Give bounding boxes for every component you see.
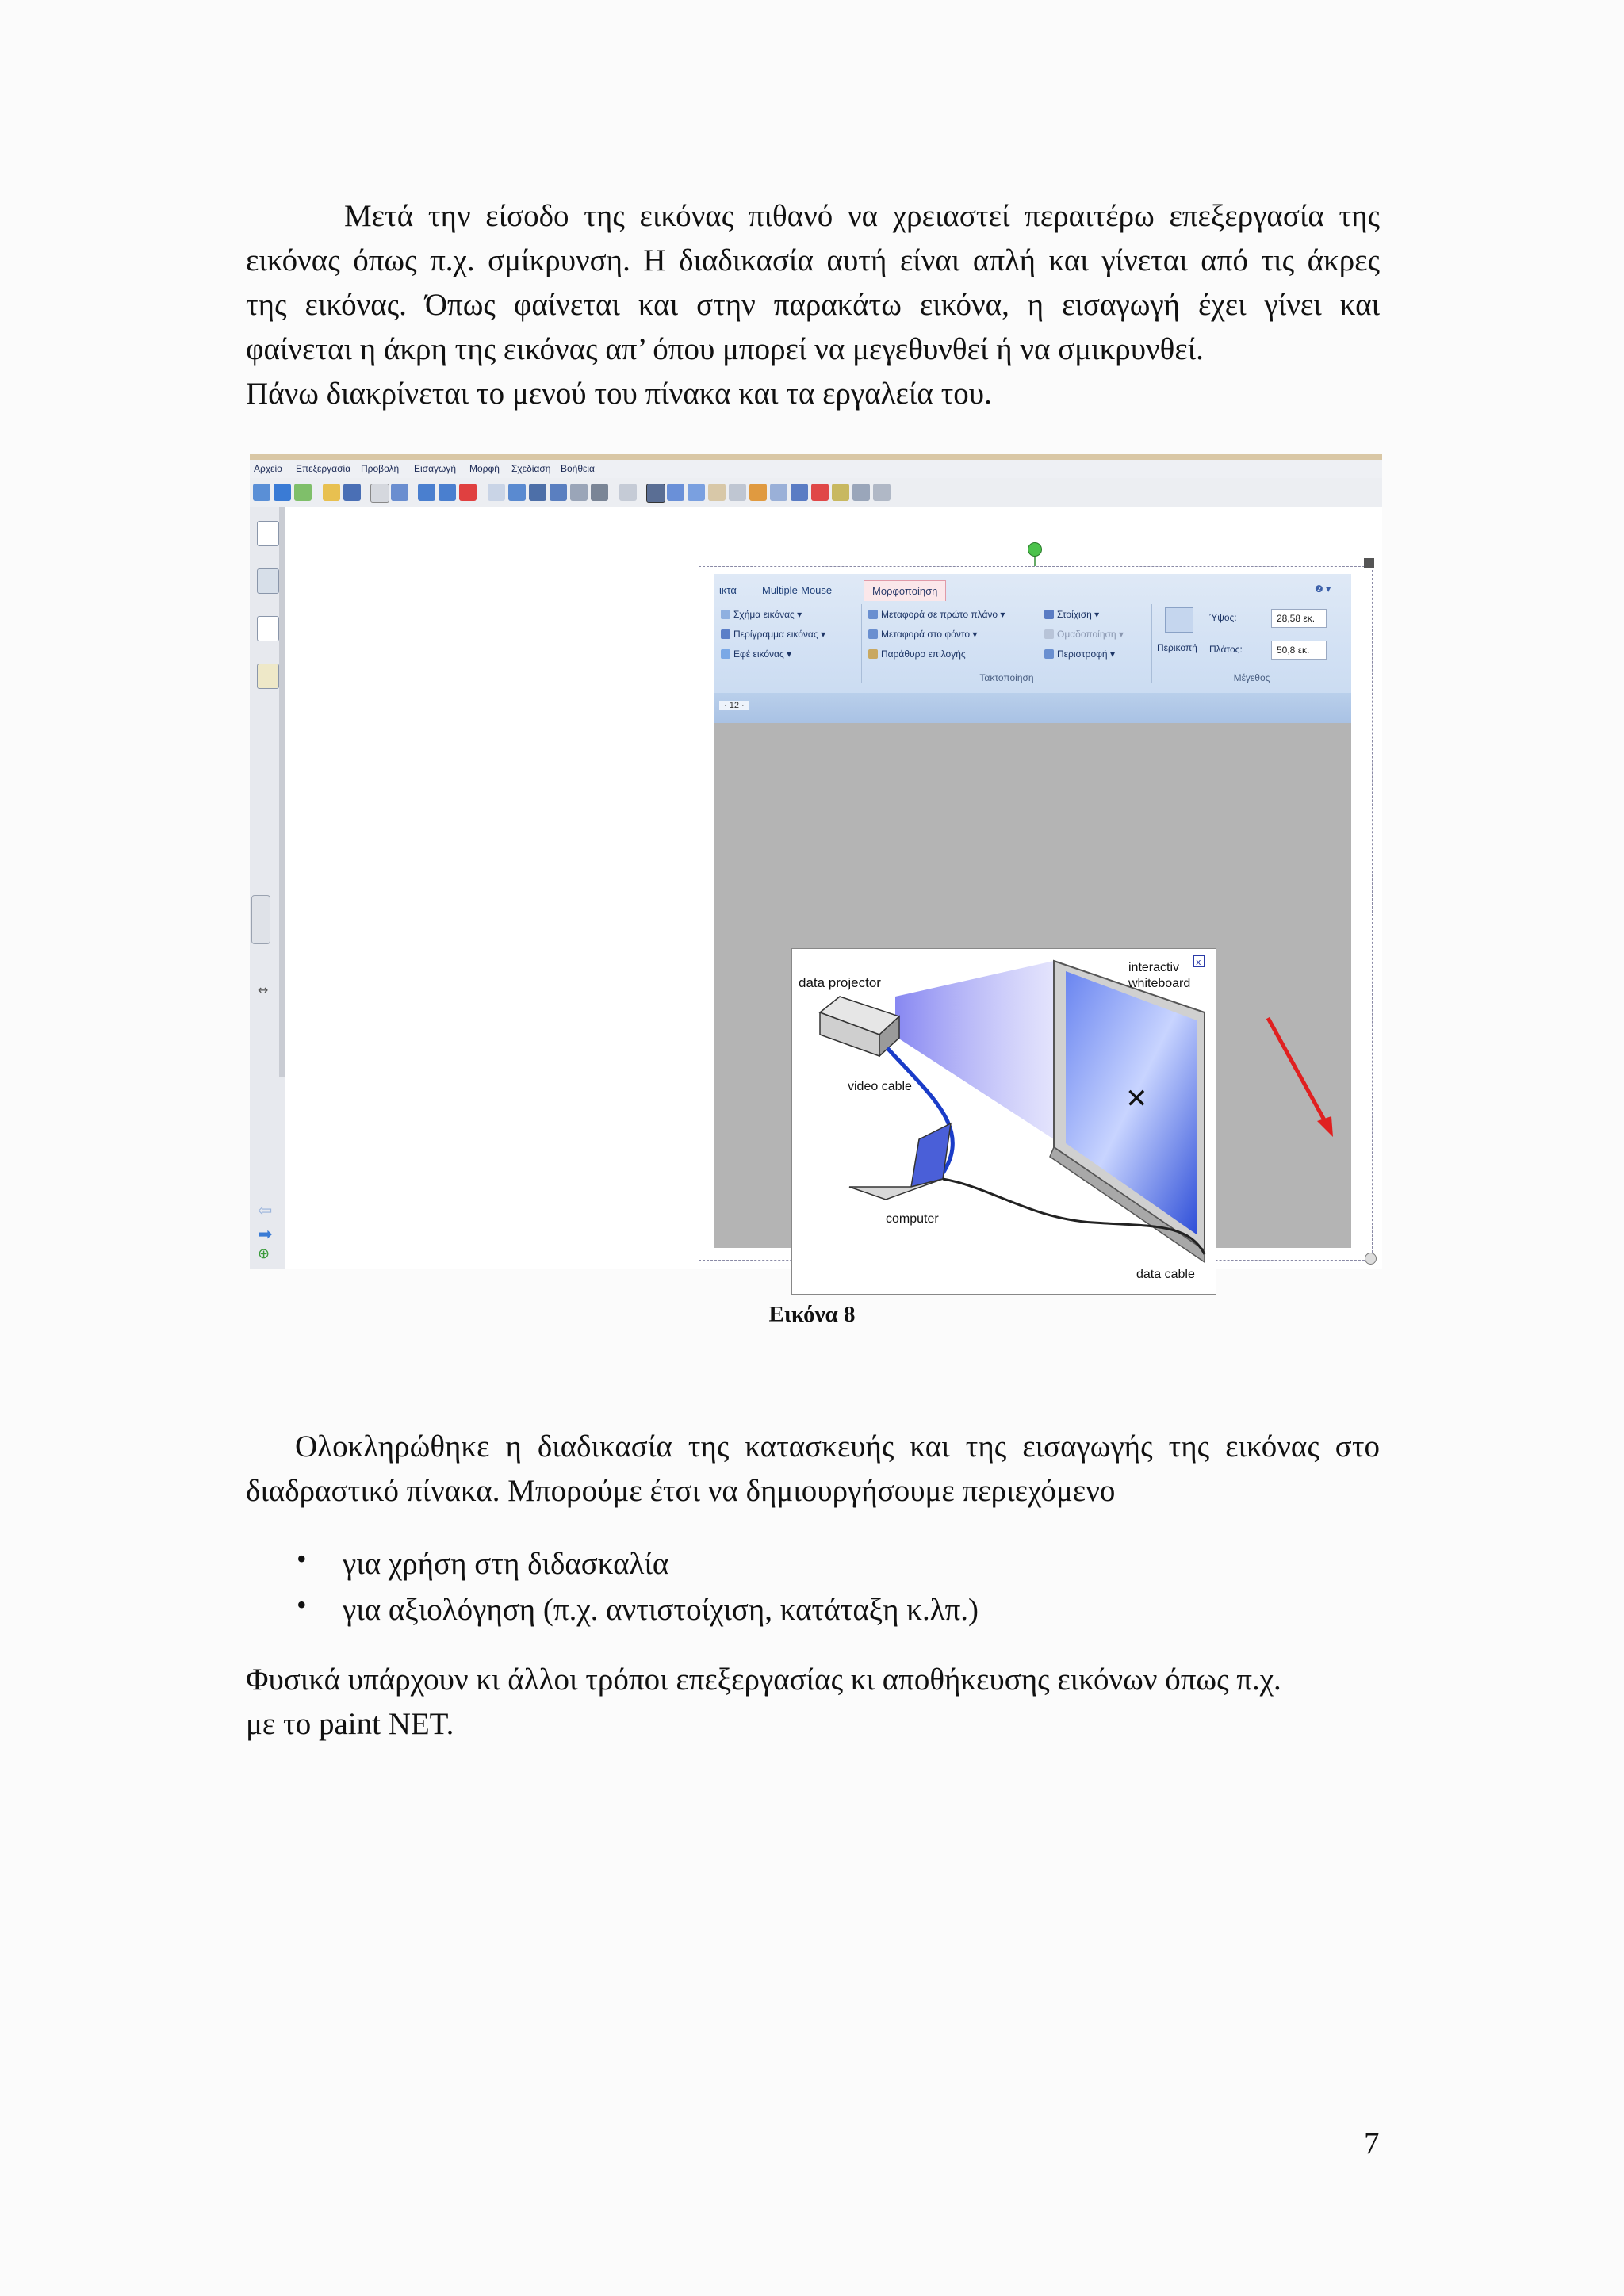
whiteboard-label-2: whiteboard — [1128, 977, 1191, 990]
summary-paragraph — [246, 1425, 1380, 1513]
eraser-icon[interactable] — [708, 484, 726, 501]
size-group-label: Μέγεθος — [1233, 672, 1270, 683]
capture-icon[interactable] — [550, 484, 567, 501]
page-sorter-icon[interactable] — [257, 521, 279, 546]
resize-corner-handle[interactable] — [1365, 1253, 1377, 1265]
data-projector-label: data projector — [799, 975, 881, 990]
text-icon[interactable] — [811, 484, 829, 501]
picture-shape-label: Σχήμα εικόνας ▾ — [733, 609, 802, 620]
figure-caption: Εικόνα 8 — [768, 1302, 856, 1327]
monitor-icon[interactable] — [508, 484, 526, 501]
sidebar-scroll-track[interactable] — [279, 507, 285, 1077]
bullet-dot-2: • — [297, 1589, 307, 1621]
save-icon[interactable] — [343, 484, 361, 501]
redo-icon[interactable] — [439, 484, 456, 501]
menu-view[interactable]: Προβολή — [361, 463, 400, 474]
whiteboard-label-1: interactiv — [1128, 961, 1180, 974]
intro-line-5: Πάνω διακρίνεται το μενού του πίνακα και τα εργαλεία του. — [246, 377, 992, 411]
tab-format[interactable]: Μορφοποίηση — [864, 580, 946, 601]
intro-paragraph — [246, 194, 1380, 416]
ruler-indicator: · 12 · — [719, 701, 749, 710]
intro-line-4: φαίνεται η άκρη της εικόνας απ’ όπου μπορεί να μεγεθυνθεί ή να σμικρυνθεί. — [246, 332, 1204, 366]
object-menu-button[interactable] — [1364, 558, 1374, 568]
menu-format[interactable]: Μορφή — [469, 463, 500, 474]
shapes-icon[interactable] — [749, 484, 767, 501]
summary-line-2: διαδραστικό πίνακα. Μπορούμε έτσι να δημιουργήσουμε περιεχόμενο — [246, 1474, 1116, 1508]
group-label: Ομαδοποίηση ▾ — [1057, 629, 1124, 640]
rotate-handle[interactable] — [1028, 542, 1042, 557]
closing-paragraph — [246, 1658, 1380, 1747]
fill-icon[interactable] — [791, 484, 808, 501]
gallery-icon[interactable] — [257, 568, 279, 594]
sidebar-collapse-handle[interactable] — [251, 895, 270, 944]
align-label: Στοίχιση ▾ — [1057, 609, 1100, 620]
text-format-icon[interactable] — [832, 484, 849, 501]
annotation-layer — [714, 574, 1351, 1248]
send-to-back-label: Μεταφορά στο φόντο ▾ — [881, 629, 978, 640]
closing-line-1: Φυσικά υπάρχουν κι άλλοι τρόποι επεξεργασίας κι αποθήκευσης εικόνων όπως π.χ. — [246, 1663, 1281, 1697]
properties-tab-icon[interactable] — [257, 664, 279, 689]
previous-page-icon[interactable]: ⇦ — [258, 1201, 273, 1221]
full-screen-icon[interactable] — [529, 484, 546, 501]
whiteboard-screenshot-figure — [250, 454, 1382, 1281]
data-cable-label: data cable — [1136, 1268, 1195, 1281]
picture-border-label: Περίγραμμα εικόνας ▾ — [733, 629, 825, 640]
grid-icon[interactable] — [619, 484, 637, 501]
delete-icon[interactable] — [459, 484, 477, 501]
menu-help[interactable]: Βοήθεια — [561, 463, 595, 474]
close-box-x: x — [1196, 957, 1201, 967]
height-input[interactable]: 28,58 εκ. — [1271, 609, 1327, 628]
app-menubar — [250, 454, 1382, 478]
back-icon[interactable] — [253, 484, 270, 501]
bring-to-front-label: Μεταφορά σε πρώτο πλάνο ▾ — [881, 609, 1005, 620]
bullet-dot-1: • — [297, 1543, 307, 1575]
selection-pane-label: Παράθυρο επιλογής — [881, 649, 966, 660]
refresh-icon[interactable] — [294, 484, 312, 501]
intro-line-2: εικόνας όπως π.χ. σμίκρυνση. Η διαδικασία αυτή είναι απλή και γίνεται από τις άκρες — [246, 243, 1380, 277]
intro-line-3: της εικόνας. Όπως φαίνεται και στην παρακάτω εικόνα, η εισαγωγή έχει γίνει και — [246, 288, 1380, 322]
open-folder-icon[interactable] — [323, 484, 340, 501]
summary-line-1: Ολοκληρώθηκε η διαδικασία της κατασκευής και της εισαγωγής της εικόνας στο — [295, 1429, 1380, 1464]
closing-line-2: με το paint NET. — [246, 1707, 454, 1741]
page-number: 7 — [1364, 2126, 1380, 2160]
menu-draw[interactable]: Σχεδίαση — [511, 463, 551, 474]
paste-icon[interactable] — [370, 484, 389, 503]
menu-file[interactable]: Αρχείο — [254, 463, 282, 474]
next-page-icon[interactable]: ➡ — [258, 1225, 273, 1245]
tab-multiple-mouse[interactable]: Multiple-Mouse — [762, 584, 833, 596]
tab-partial[interactable]: ικτα — [719, 584, 737, 596]
select-arrow-icon[interactable] — [646, 484, 665, 503]
screen-shade-icon[interactable] — [488, 484, 505, 501]
bullet-item-2: για αξιολόγηση (π.χ. αντιστοίχιση, κατάταξη κ.λπ.) — [343, 1593, 979, 1627]
crop-label[interactable]: Περικοπή — [1157, 642, 1197, 653]
whiteboard-cursor: ✕ — [1125, 1083, 1148, 1115]
width-input[interactable]: 50,8 εκ. — [1271, 641, 1327, 660]
red-arrow-head — [1317, 1116, 1333, 1137]
menu-insert[interactable]: Εισαγωγή — [414, 463, 457, 474]
rotate-label: Περιστροφή ▾ — [1057, 649, 1115, 660]
attachments-icon[interactable] — [257, 616, 279, 641]
computer-label: computer — [886, 1212, 939, 1226]
width-label: Πλάτος: — [1209, 644, 1243, 655]
inserted-picture[interactable] — [714, 574, 1351, 1281]
table-icon[interactable] — [591, 484, 608, 501]
toolbar-move-icon[interactable] — [873, 484, 891, 501]
menu-edit[interactable]: Επεξεργασία — [296, 463, 351, 474]
pen-icon[interactable] — [667, 484, 684, 501]
picture-effects-label: Εφέ εικόνας ▾ — [733, 649, 792, 660]
height-label: Ύψος: — [1209, 612, 1237, 623]
add-page-icon[interactable]: ⊕ — [258, 1246, 270, 1262]
red-arrow-line — [1268, 1018, 1327, 1124]
bullet-item-1: για χρήση στη διδασκαλία — [343, 1547, 669, 1581]
creative-pen-icon[interactable] — [688, 484, 705, 501]
line-icon[interactable] — [729, 484, 746, 501]
magic-pen-icon[interactable] — [770, 484, 787, 501]
ribbon-help-icon[interactable]: ❷ ▾ — [1315, 584, 1331, 595]
intro-line-1: Μετά την είσοδο της εικόνας πιθανό να χρειαστεί περαιτέρω επεξεργασία της — [344, 199, 1380, 233]
camera-icon[interactable] — [570, 484, 588, 501]
properties-icon[interactable] — [852, 484, 870, 501]
arrange-group-label: Τακτοποίηση — [979, 672, 1034, 683]
forward-icon[interactable] — [274, 484, 291, 501]
resize-arrows-icon[interactable]: ↔ — [258, 982, 269, 997]
app-toolbar — [250, 478, 1382, 507]
undo-icon[interactable] — [418, 484, 435, 501]
close-window-icon[interactable] — [391, 484, 408, 501]
side-tab-panel — [250, 507, 285, 1269]
video-cable-label: video cable — [848, 1080, 912, 1093]
